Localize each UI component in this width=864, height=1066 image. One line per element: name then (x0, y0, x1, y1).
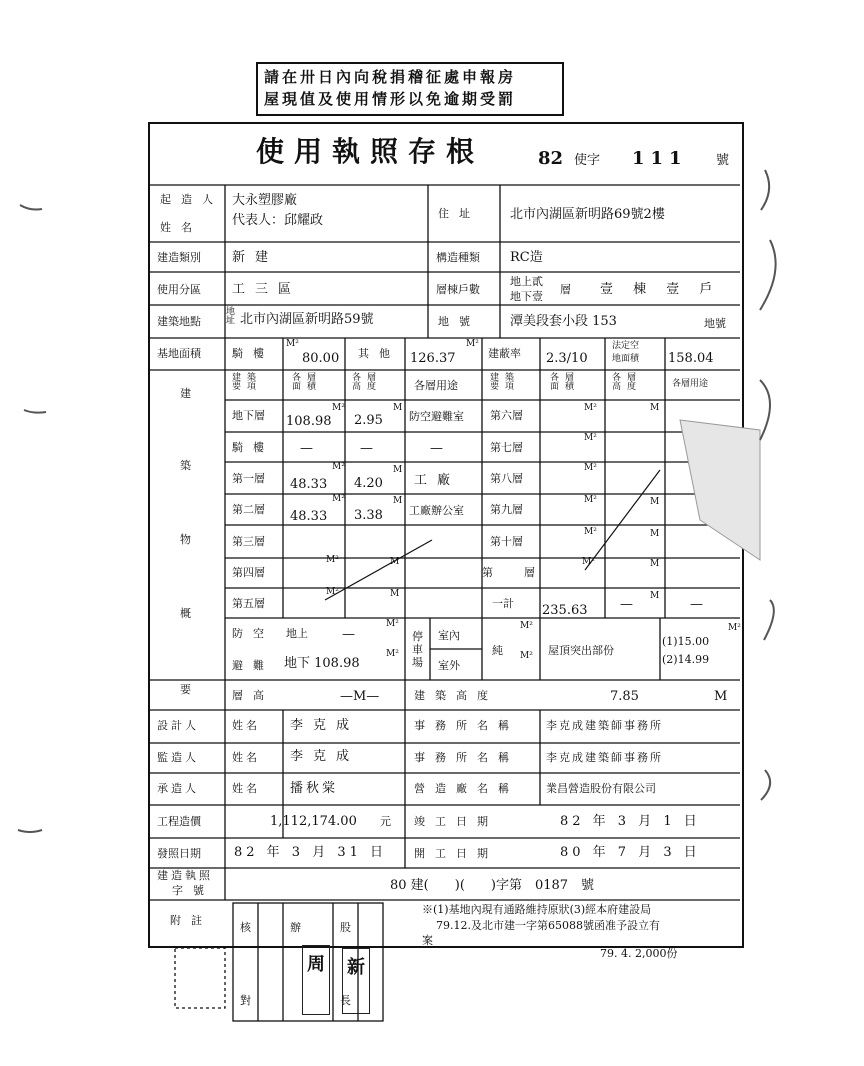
seal-stamp-1-text: 周 (307, 954, 325, 975)
form-title: 使用執照存根 (256, 135, 485, 168)
f7-label: 第七層 (490, 441, 523, 454)
contractor-label: 承造人 (157, 782, 199, 795)
m-mark: M (393, 496, 403, 506)
cost-label: 工程造價 (157, 815, 201, 828)
col-item-2: 建築要項 (490, 373, 521, 392)
col-height: 各層高度 (352, 373, 383, 392)
permit-number: 111 (632, 148, 688, 169)
m2-mark: M² (326, 555, 339, 565)
issue-date: 82 年 3 月 31 日 (234, 845, 388, 860)
floors-value: 壹 棟 壹 戶 (600, 282, 721, 297)
designer-name-label: 姓名 (232, 719, 260, 732)
f2-use: 工廠辦公室 (409, 504, 464, 517)
designer-name: 李克成 (290, 718, 360, 733)
permit-value: 80 建( )( )字第 0187 號 (390, 878, 595, 893)
m2-mark: M² (332, 494, 345, 504)
seal-stamp-1 (302, 945, 330, 1015)
b1-use: 防空避難室 (409, 410, 464, 423)
parking-label: 停車場 (412, 630, 423, 670)
b1-height: 2.95 (354, 413, 383, 428)
open-area: 158.04 (668, 351, 714, 366)
open-label-2: 地面積 (612, 354, 640, 364)
bldg-side-3: 物 (180, 533, 191, 546)
floor-height: —M— (340, 689, 380, 704)
bldg-height: 7.85 (610, 689, 639, 704)
bldg-side-1: 建 (180, 387, 191, 400)
lot-value: 潭美段套小段 153 (510, 314, 617, 329)
m2-mark: M² (520, 621, 533, 631)
m-mark: M (393, 465, 403, 475)
designer-label: 設計人 (157, 719, 199, 732)
m2-mark: M² (520, 651, 533, 661)
arcade-label: 騎樓 (232, 441, 274, 454)
floors-unit: 層 (560, 283, 571, 296)
m2-mark: M² (584, 495, 597, 505)
permit-label-1: 建造執照 (157, 869, 213, 882)
m2-mark: M² (332, 403, 345, 413)
m2-mark: M² (386, 649, 399, 659)
area-other-label: 其他 (358, 347, 400, 360)
supervisor-label: 監造人 (157, 751, 199, 764)
zone: 工三區 (232, 282, 302, 297)
build-type-label: 建造類別 (157, 251, 201, 264)
m-mark: M (650, 497, 660, 507)
designer-office: 李克成建築師事務所 (546, 719, 663, 732)
start-date: 80 年 7 月 3 日 (560, 845, 701, 860)
issue-label: 發照日期 (157, 847, 201, 860)
remarks-text-3: 案 (422, 934, 433, 947)
f2-height: 3.38 (354, 508, 383, 523)
space-label: 純 (492, 644, 503, 657)
floors-label: 層棟戶數 (436, 283, 480, 296)
site-sub-label: 地址 (226, 307, 236, 326)
area-label: 基地面積 (157, 347, 201, 360)
contractor-name: 播秋棠 (290, 781, 339, 796)
shelter-label: 防空 (232, 627, 274, 640)
m2-mark: M² (728, 623, 741, 633)
col-use: 各層用途 (414, 379, 458, 392)
build-type: 新建 (232, 250, 279, 265)
designer-office-label: 事務所名稱 (414, 719, 519, 732)
f5-label: 第五層 (232, 597, 265, 610)
seal-stamp-2-text: 新 (347, 957, 365, 978)
parking-outdoor: 室外 (438, 659, 460, 672)
f1-height: 4.20 (354, 476, 383, 491)
m2-mark: M² (584, 433, 597, 443)
check-label-3: 辦 (290, 921, 301, 934)
roof-label: 屋頂突出部份 (548, 644, 614, 657)
lot-label: 地號 (438, 315, 480, 328)
m-mark: M (650, 403, 660, 413)
cost-unit: 元 (380, 815, 391, 828)
notice-line-1: 請在卅日內向稅捐稽征處申報房 (264, 68, 517, 86)
f2-area: 48.33 (290, 509, 328, 524)
address-label: 住址 (438, 207, 480, 220)
col-use-2: 各層用途 (672, 379, 709, 389)
f1-area: 48.33 (290, 477, 328, 492)
done-date: 82 年 3 月 1 日 (560, 814, 701, 829)
col-area-2: 各層面積 (550, 373, 581, 392)
start-label: 開工日期 (414, 847, 498, 860)
remarks-text-1: ※(1)基地內現有通路維持原狀(3)經本府建設局 (422, 903, 652, 916)
ratio-label: 建蔽率 (488, 347, 521, 360)
check-label-5: 長 (340, 994, 351, 1007)
site-address: 北市內湖區新明路59號 (240, 312, 374, 327)
parking-indoor: 室內 (438, 629, 460, 642)
m-mark: M (650, 529, 660, 539)
arcade-use: — (430, 441, 443, 456)
b1-label: 地下層 (232, 409, 265, 422)
builder-rep: 代表人：邱耀政 (232, 213, 324, 228)
f1-use: 工廠 (414, 473, 461, 488)
check-label-4: 股 (340, 921, 351, 934)
print-run: 79. 4. 2,000份 (600, 947, 678, 960)
shelter-above: 地上 (286, 627, 308, 640)
check-label-2: 對 (240, 994, 251, 1007)
f9-label: 第九層 (490, 503, 523, 516)
permit-prefix: 使字 (574, 153, 601, 168)
factory-label: 營造廠名稱 (414, 782, 519, 795)
cost-value: 1,112,174.00 (270, 814, 357, 829)
roof-2: (2)14.99 (662, 653, 710, 666)
notice-line-2: 屋現值及使用情形以免逾期受罰 (264, 90, 517, 108)
m2-mark: M² (584, 463, 597, 473)
permit-suffix: 號 (716, 153, 730, 168)
total-dash-2: — (690, 597, 703, 612)
builder-address: 北市內湖區新明路69號2樓 (510, 207, 665, 222)
contractor-company: 業昌營造股份有限公司 (546, 782, 656, 795)
bldg-side-5: 要 (180, 683, 191, 696)
seal-stamp-2 (342, 948, 370, 1014)
area-m2-1: M² (286, 339, 299, 349)
m-mark: M (650, 559, 660, 569)
m2-mark: M² (584, 403, 597, 413)
f2-label: 第二層 (232, 503, 265, 516)
f1-label: 第一層 (232, 472, 265, 485)
m2-mark: M² (332, 462, 345, 472)
builder-label: 起造人 (160, 193, 223, 206)
done-label: 竣工日期 (414, 815, 498, 828)
supervisor-office-label: 事務所名稱 (414, 751, 519, 764)
bldg-side-2: 築 (180, 459, 191, 472)
floors-above: 地上貳 (510, 275, 543, 288)
evac-label: 避難 (232, 659, 274, 672)
ratio: 2.3/10 (546, 351, 588, 366)
total-dash: — (620, 597, 633, 612)
m-mark: M (650, 591, 660, 601)
builder-name: 大永塑膠廠 (232, 193, 298, 208)
bldg-height-unit: M (714, 689, 728, 704)
col-height-2: 各層高度 (612, 373, 643, 392)
supervisor-name: 李克成 (290, 749, 360, 764)
shelter-above-dash: — (342, 627, 355, 642)
area-arcade-label: 騎樓 (232, 347, 274, 360)
m2-mark: M² (584, 527, 597, 537)
supervisor-name-label: 姓名 (232, 751, 260, 764)
lot-suffix: 地號 (704, 317, 726, 330)
fn-label: 第 層 (482, 566, 545, 579)
f3-label: 第三層 (232, 535, 265, 548)
open-label-1: 法定空 (612, 341, 640, 351)
floor-height-label: 層高 (232, 689, 274, 702)
total-value: 235.63 (542, 603, 588, 618)
b1-area: 108.98 (286, 414, 332, 429)
shelter-below: 地下 108.98 (284, 656, 360, 671)
f10-label: 第十層 (490, 535, 523, 548)
remarks-label: 附註 (170, 914, 212, 927)
m2-mark: M² (582, 557, 595, 567)
m2-mark: M² (386, 619, 399, 629)
m-mark: M (390, 557, 400, 567)
site-label: 建築地點 (157, 315, 201, 328)
remarks-text-2: 79.12.及北市建一字第65088號函准予設立有 (436, 919, 660, 932)
col-area: 各層面積 (292, 373, 323, 392)
zone-label: 使用分區 (157, 283, 201, 296)
m2-mark: M² (326, 587, 339, 597)
m-mark: M (390, 589, 400, 599)
structure-label: 構造種類 (436, 251, 480, 264)
permit-label-2: 字號 (172, 884, 214, 897)
structure: RC造 (510, 250, 543, 265)
f6-label: 第六層 (490, 409, 523, 422)
col-item: 建築要項 (232, 373, 263, 392)
roof-1: (1)15.00 (662, 635, 710, 648)
arcade-area: — (300, 441, 313, 456)
supervisor-office: 李克成建築師事務所 (546, 751, 663, 764)
area-arcade: 80.00 (302, 351, 340, 366)
m-mark: M (393, 403, 403, 413)
floors-below: 地下壹 (510, 290, 543, 303)
total-label: 一計 (492, 597, 514, 610)
f4-label: 第四層 (232, 566, 265, 579)
area-m2-2: M² (466, 339, 479, 349)
area-other: 126.37 (410, 351, 456, 366)
bldg-side-4: 概 (180, 607, 191, 620)
f8-label: 第八層 (490, 472, 523, 485)
contractor-name-label: 姓名 (232, 782, 260, 795)
permit-year: 82 (538, 148, 564, 169)
arcade-height: — (360, 441, 373, 456)
bldg-height-label: 建築高度 (414, 689, 498, 702)
builder-name-label: 姓名 (160, 221, 202, 234)
check-label-1: 核 (240, 921, 251, 934)
